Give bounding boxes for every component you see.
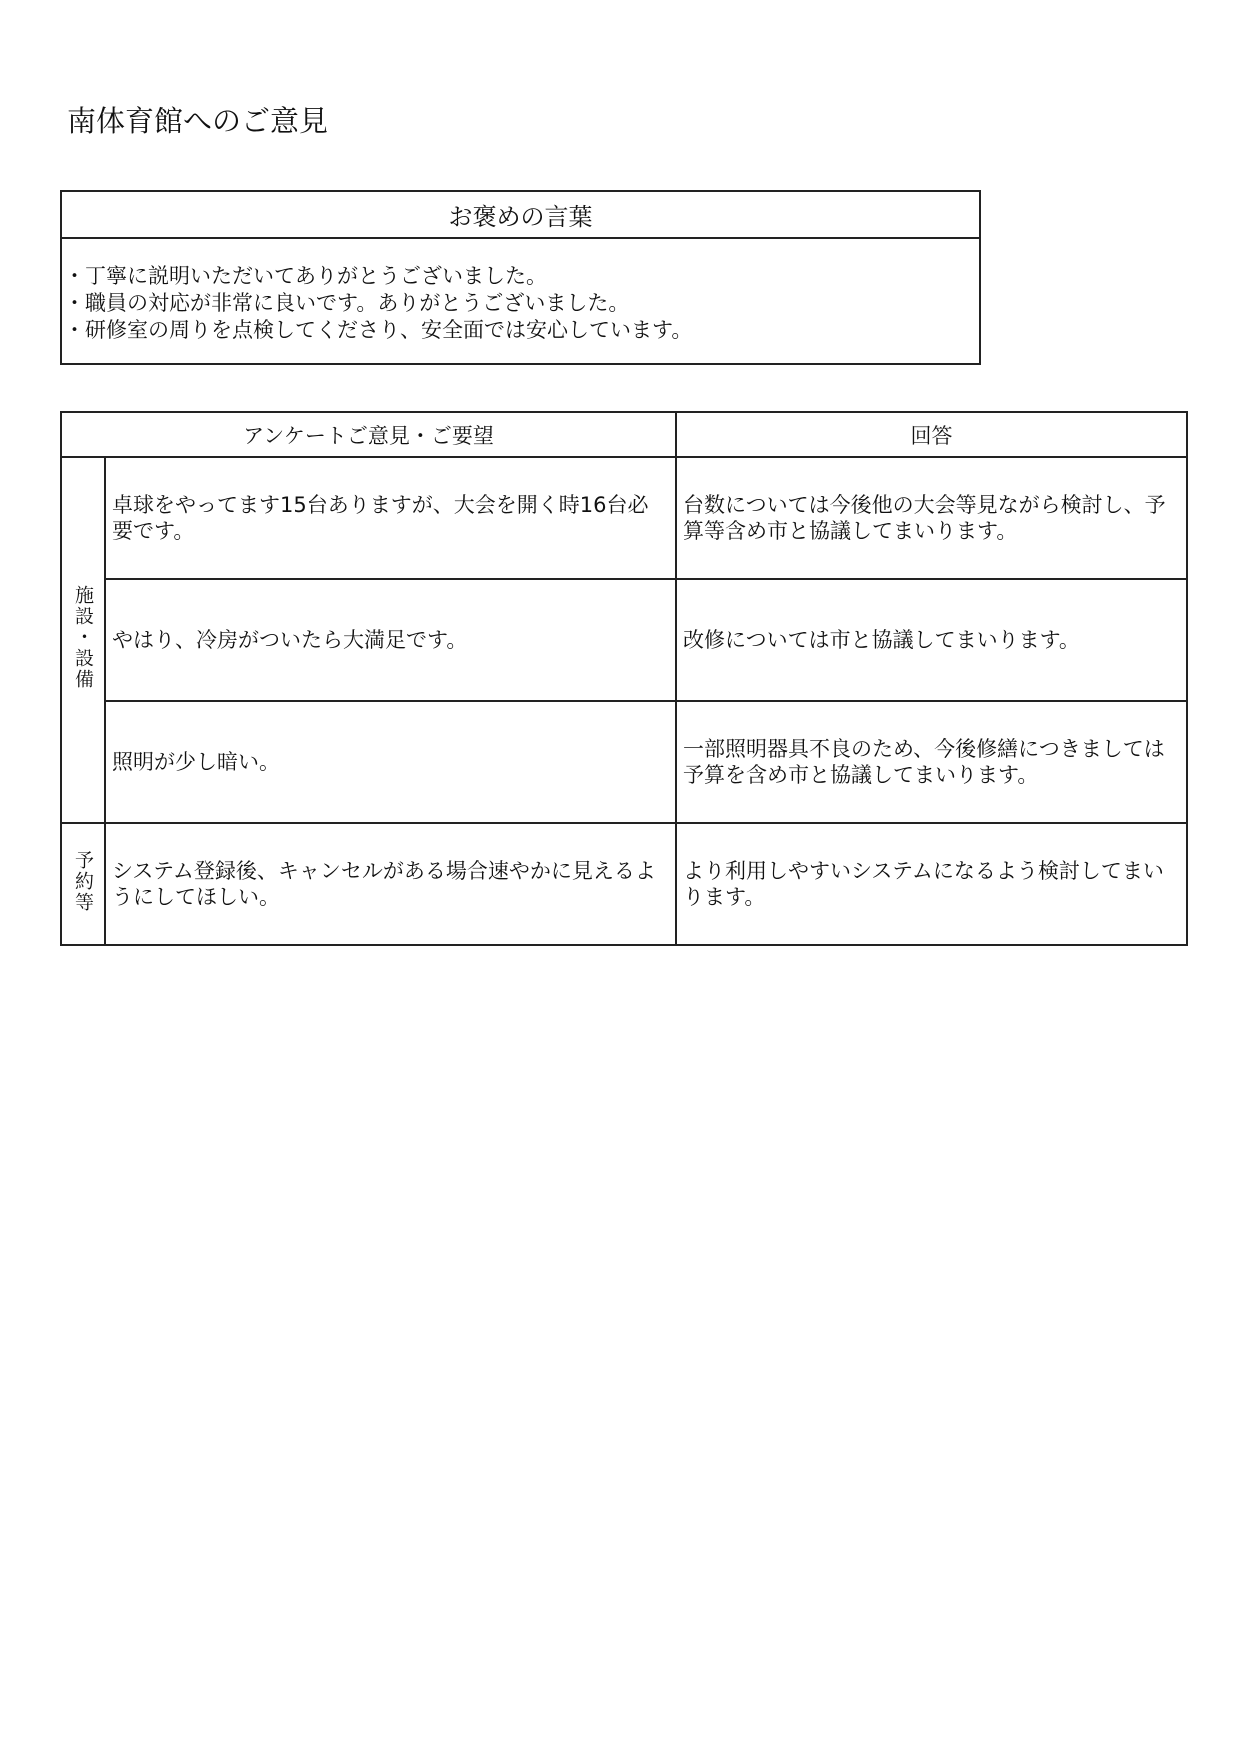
category-cell-facilities xyxy=(61,457,105,823)
category-cell-reservations xyxy=(61,823,105,945)
praise-item: ・ 丁寧に説明いただいてありがとうございました。 xyxy=(70,263,979,290)
category-label: 予約等 xyxy=(72,849,94,913)
answer-cell: より利用しやすいシステムになるよう検討してまいります。 xyxy=(676,823,1187,945)
opinion-cell: 照明が少し暗い。 xyxy=(105,701,676,823)
opinion-cell: 卓球をやってます15台ありますが、大会を開く時16台必要です。 xyxy=(105,457,676,579)
opinion-column-header: アンケートご意見・ご要望 xyxy=(61,412,676,457)
page-title: 南体育館へのご意見 xyxy=(67,104,329,138)
praise-header: お褒めの言葉 xyxy=(62,192,979,239)
praise-item: ・ 研修室の周りを点検してくださり、安全面では安心しています。 xyxy=(70,317,979,344)
answer-cell: 台数については今後他の大会等見ながら検討し、予算等含め市と協議してまいります。 xyxy=(676,457,1187,579)
table-row xyxy=(61,701,1187,823)
table-row xyxy=(61,457,1187,579)
answer-cell: 改修については市と協議してまいります。 xyxy=(676,579,1187,701)
survey-header-row xyxy=(61,412,1187,457)
opinion-cell: システム登録後、キャンセルがある場合速やかに見えるようにしてほしい。 xyxy=(105,823,676,945)
answer-cell: 一部照明器具不良のため、今後修繕につきましては予算を含め市と協議してまいります。 xyxy=(676,701,1187,823)
opinion-cell: やはり、冷房がついたら大満足です。 xyxy=(105,579,676,701)
survey-table xyxy=(60,411,1188,946)
praise-box xyxy=(60,190,981,365)
table-row xyxy=(61,579,1187,701)
table-row xyxy=(61,823,1187,945)
category-label: 施設・設備 xyxy=(72,584,94,690)
answer-column-header: 回答 xyxy=(676,412,1187,457)
praise-list xyxy=(62,239,979,344)
praise-item: ・ 職員の対応が非常に良いです。ありがとうございました。 xyxy=(70,290,979,317)
